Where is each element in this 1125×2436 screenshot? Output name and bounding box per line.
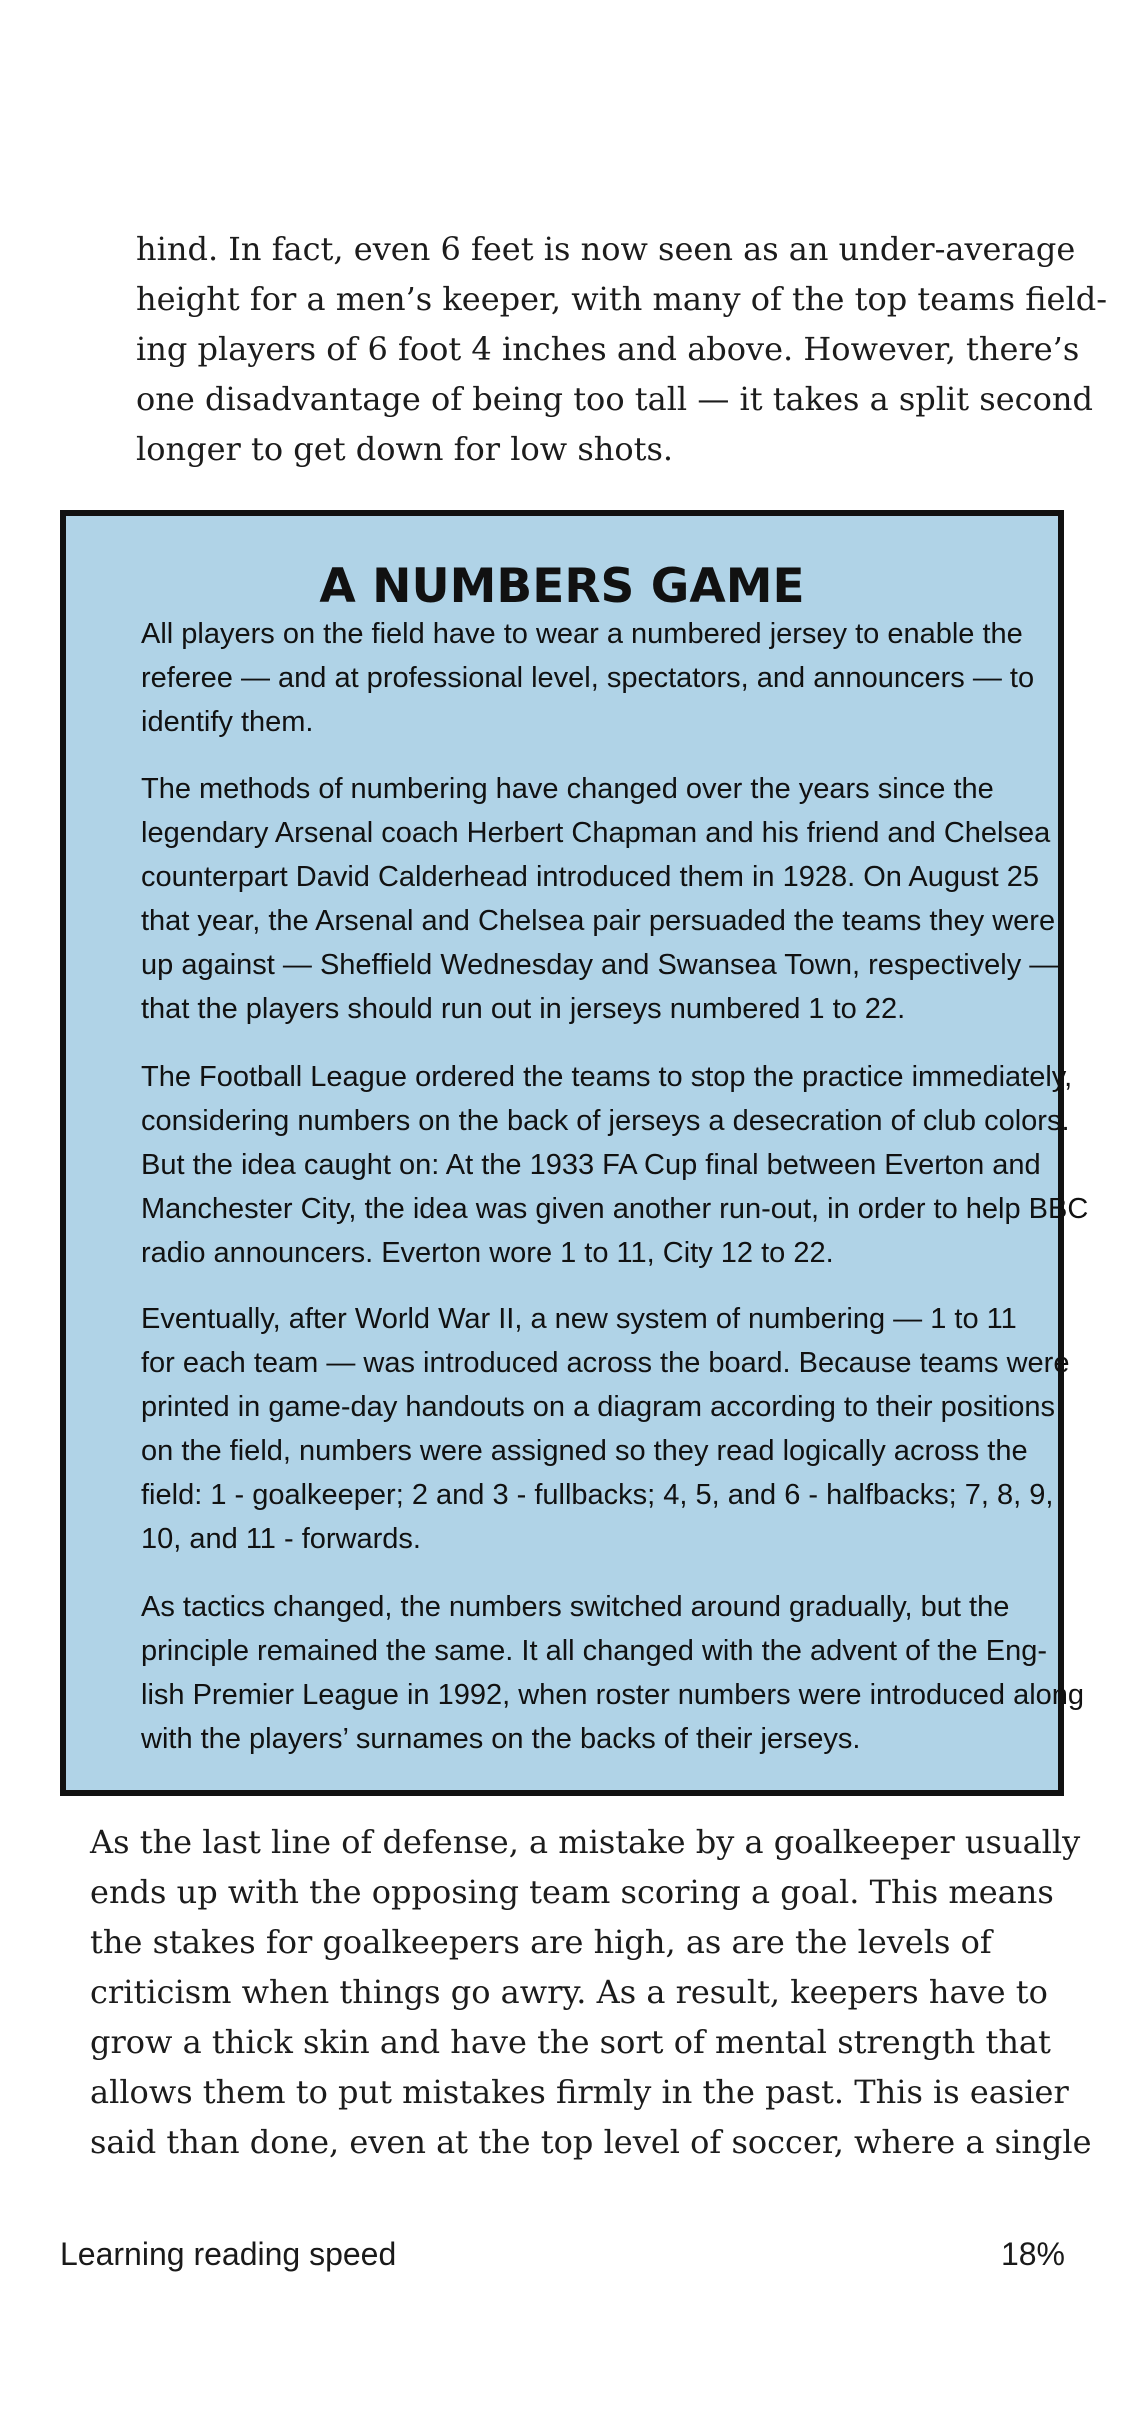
text-line: referee — and at professional level, spectators, and announcers — to [141, 662, 1035, 694]
text-line: said than done, even at the top level of soccer, where a single [90, 2123, 1092, 2161]
text-line: longer to get down for low shots. [136, 430, 674, 468]
text-line: ing players of 6 foot 4 inches and above. However, there’s [136, 330, 1080, 368]
text-line: identify them. [141, 706, 314, 738]
text-line: with the players’ surnames on the backs of their jerseys. [141, 1723, 861, 1755]
text-line: radio announcers. Everton wore 1 to 11, City 12 to 22. [141, 1237, 834, 1269]
text-line: 10, and 11 - forwards. [141, 1523, 421, 1555]
text-line: that year, the Arsenal and Chelsea pair persuaded the teams they were [141, 905, 1056, 937]
text-line: The methods of numbering have changed over the years since the [141, 773, 994, 805]
text-line: allows them to put mistakes firmly in the past. This is easier [90, 2073, 1069, 2111]
text-line: that the players should run out in jerseys numbered 1 to 22. [141, 993, 906, 1025]
text-line: grow a thick skin and have the sort of mental strength that [90, 2023, 1051, 2061]
text-line: criticism when things go awry. As a result, keepers have to [90, 1973, 1048, 2011]
text-line: on the field, numbers were assigned so they read logically across the [141, 1435, 1028, 1467]
text-line: As tactics changed, the numbers switched around gradually, but the [141, 1591, 1010, 1623]
text-line: printed in game-day handouts on a diagram according to their positions [141, 1391, 1056, 1423]
text-line: height for a men’s keeper, with many of the top teams field- [136, 280, 1108, 318]
sidebar-paragraph [141, 767, 1058, 1031]
text-line: legendary Arsenal coach Herbert Chapman and his friend and Chelsea [141, 817, 1051, 849]
text-line: But the idea caught on: At the 1933 FA Cup final between Everton and [141, 1149, 1041, 1181]
text-line: one disadvantage of being too tall — it takes a split second [136, 380, 1093, 418]
text-line: The Football League ordered the teams to stop the practice immediately, [141, 1061, 1073, 1093]
text-line: field: 1 - goalkeeper; 2 and 3 - fullbacks; 4, 5, and 6 - halfbacks; 7, 8, 9, [141, 1479, 1054, 1511]
text-line: for each team — was introduced across the board. Because teams were [141, 1347, 1070, 1379]
sidebar-paragraph [141, 1297, 1069, 1561]
text-line: ends up with the opposing team scoring a goal. This means [90, 1873, 1054, 1911]
top-paragraph [136, 224, 1107, 474]
text-line: counterpart David Calderhead introduced them in 1928. On August 25 [141, 861, 1039, 893]
text-line: up against — Sheffield Wednesday and Swansea Town, respectively — [141, 949, 1059, 981]
reading-progress-percent[interactable]: 18% [1000, 2236, 1065, 2272]
sidebar-title: A NUMBERS GAME [319, 559, 805, 614]
text-line: principle remained the same. It all changed with the advent of the Eng- [141, 1635, 1047, 1667]
sidebar-paragraph [141, 1585, 1084, 1761]
text-line: All players on the field have to wear a numbered jersey to enable the [141, 618, 1023, 650]
text-line: Manchester City, the idea was given another run-out, in order to help BBC [141, 1193, 1089, 1225]
text-line: As the last line of defense, a mistake by a goalkeeper usually [90, 1823, 1081, 1861]
text-line: Eventually, after World War II, a new system of numbering — 1 to 11 [141, 1303, 1017, 1335]
bottom-paragraph [90, 1817, 1092, 2167]
text-line: considering numbers on the back of jerseys a desecration of club colors. [141, 1105, 1070, 1137]
sidebar-paragraph [141, 1055, 1088, 1275]
reading-speed-status[interactable]: Learning reading speed [60, 2236, 397, 2272]
text-line: the stakes for goalkeepers are high, as are the levels of [90, 1923, 992, 1961]
sidebar-paragraph [141, 612, 1034, 744]
numbers-game-sidebar [60, 510, 1089, 1796]
text-line: hind. In fact, even 6 feet is now seen as an under-average [136, 230, 1076, 268]
text-line: lish Premier League in 1992, when roster numbers were introduced along [141, 1679, 1085, 1711]
